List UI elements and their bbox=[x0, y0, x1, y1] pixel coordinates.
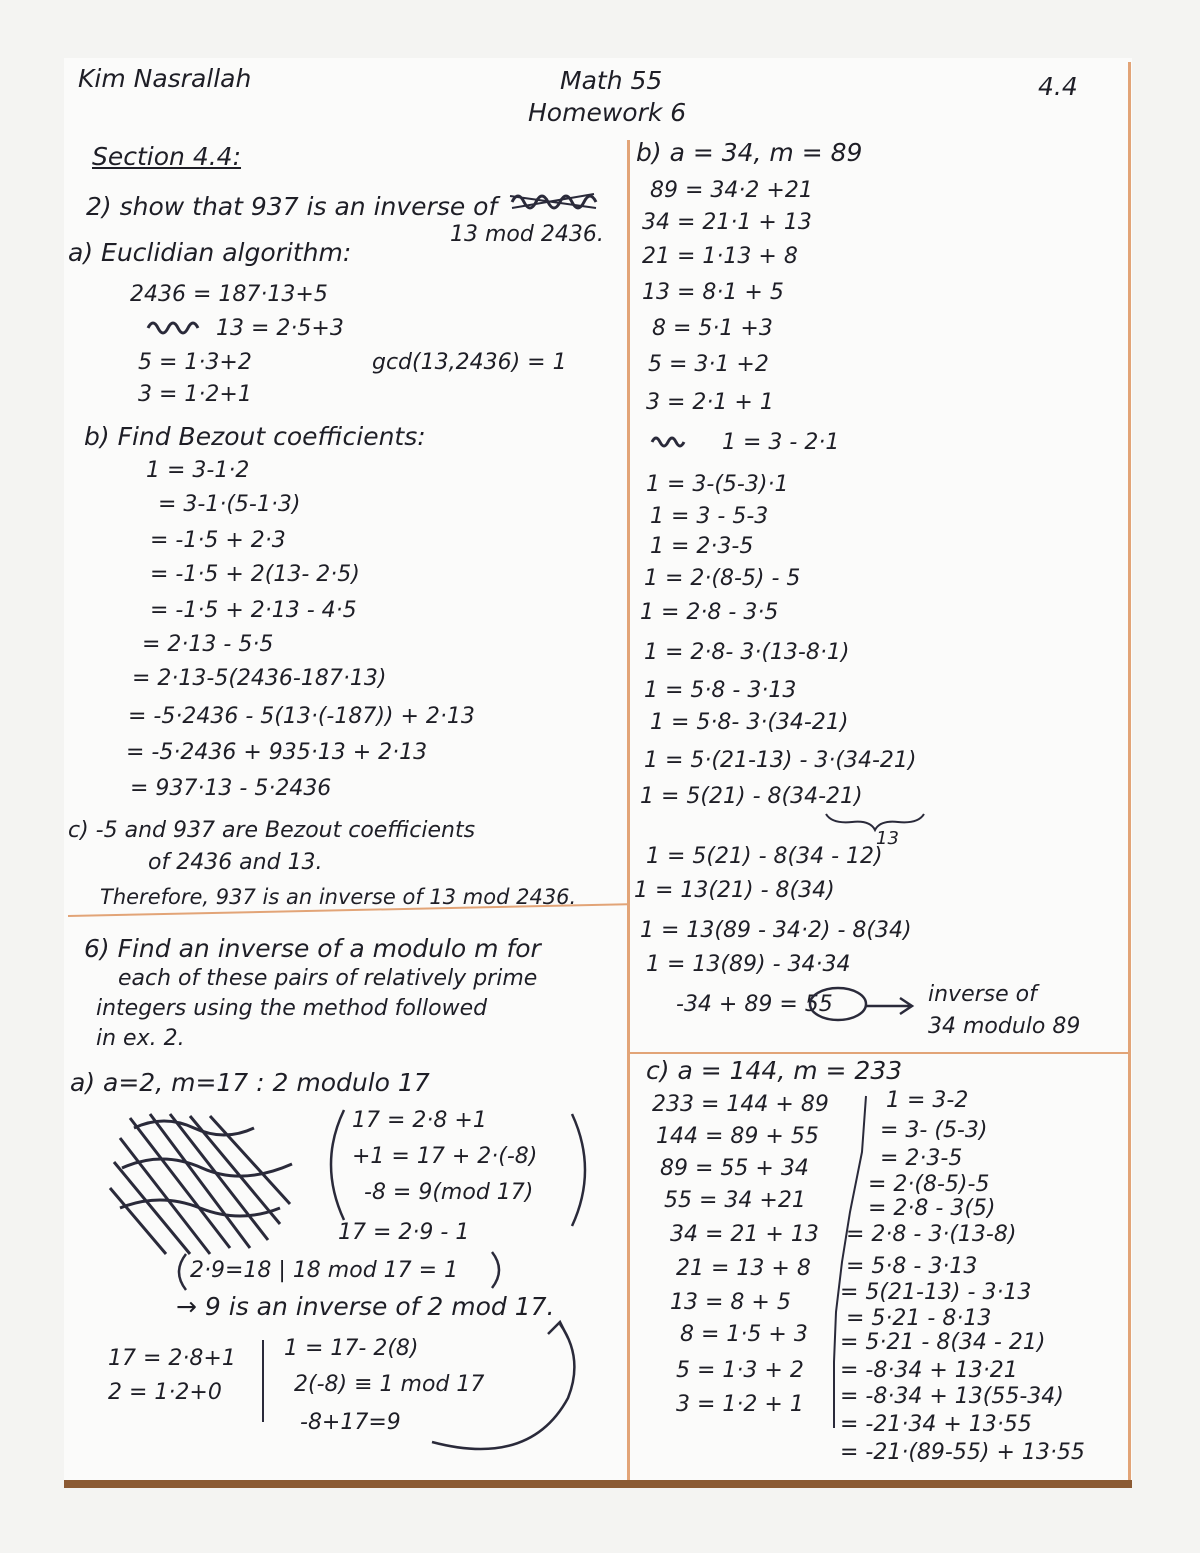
euclid-line: 21 = 13 + 8 bbox=[676, 1256, 811, 1281]
back-sub-line: 1 = 5·8- 3·(34-21) bbox=[650, 710, 849, 735]
back-sub-line: 1 = 5·(21-13) - 3·(34-21) bbox=[644, 748, 917, 773]
paren-line: 17 = 2·8 +1 bbox=[352, 1108, 487, 1133]
euclid-line: 5 = 3·1 +2 bbox=[648, 352, 769, 377]
euclid-line: 5 = 1·3+2 bbox=[138, 350, 252, 375]
result-note: inverse of bbox=[928, 982, 1037, 1007]
bracket-left bbox=[172, 1252, 190, 1292]
back-sub-line: = -21·34 + 13·55 bbox=[840, 1412, 1032, 1437]
back-sub-line: 1 = 5·8 - 3·13 bbox=[644, 678, 797, 703]
circle-highlight bbox=[806, 984, 916, 1024]
back-sub-line: 1 = 13(89 - 34·2) - 8(34) bbox=[640, 918, 912, 943]
student-name: Kim Nasrallah bbox=[78, 64, 252, 93]
euclid-line: 13 = 8·1 + 5 bbox=[642, 280, 784, 305]
problem-2-statement: 2) show that 937 is an inverse of bbox=[86, 192, 498, 221]
back-sub-line: 1 = 2·(8-5) - 5 bbox=[644, 566, 801, 591]
euclid-line: 34 = 21 + 13 bbox=[670, 1222, 819, 1247]
back-sub-line: 2(-8) ≡ 1 mod 17 bbox=[294, 1372, 485, 1397]
back-sub-line: = 3- (5-3) bbox=[880, 1118, 988, 1143]
bezout-line: = -1·5 + 2(13- 2·5) bbox=[150, 562, 360, 587]
back-sub-line: 1 = 17- 2(8) bbox=[284, 1336, 419, 1361]
brace-icon bbox=[822, 810, 928, 832]
scribble-icon bbox=[146, 316, 200, 338]
result-note: 34 modulo 89 bbox=[928, 1014, 1081, 1039]
curved-arrow-icon bbox=[420, 1318, 590, 1458]
back-sub-line: = -21·(89-55) + 13·55 bbox=[840, 1440, 1085, 1465]
bezout-line: 1 = 3-1·2 bbox=[146, 458, 250, 483]
page-bottom-edge bbox=[64, 1480, 1132, 1488]
back-sub-line: 1 = 2·3-5 bbox=[650, 534, 754, 559]
euclid-line: 8 = 1·5 + 3 bbox=[680, 1322, 808, 1347]
bezout-line: = -5·2436 - 5(13·(-187)) + 2·13 bbox=[128, 704, 475, 729]
euclid-line: 13 = 8 + 5 bbox=[670, 1290, 791, 1315]
euclid-line: 144 = 89 + 55 bbox=[656, 1124, 819, 1149]
bezout-line: = 2·13 - 5·5 bbox=[142, 632, 274, 657]
back-sub-line: = 5·21 - 8(34 - 21) bbox=[840, 1330, 1046, 1355]
inverse-conclusion: → 9 is an inverse of 2 mod 17. bbox=[176, 1292, 555, 1321]
back-sub-line: -8+17=9 bbox=[300, 1410, 401, 1435]
back-sub-line: 1 = 3 - 5-3 bbox=[650, 504, 769, 529]
problem-6-statement: in ex. 2. bbox=[96, 1026, 185, 1051]
crossed-out-work bbox=[100, 1108, 320, 1258]
back-sub-line: 1 = 2·8 - 3·5 bbox=[640, 600, 779, 625]
euclid-line: 2436 = 187·13+5 bbox=[130, 282, 328, 307]
part-c-conclusion: Therefore, 937 is an inverse of 13 mod 2436. bbox=[100, 885, 577, 909]
euclid-line: 89 = 55 + 34 bbox=[660, 1156, 809, 1181]
back-sub-line: = 2·(8-5)-5 bbox=[868, 1172, 990, 1197]
back-sub-line: 1 = 3 - 2·1 bbox=[722, 430, 840, 455]
part-6a-title: a) a=2, m=17 : 2 modulo 17 bbox=[70, 1068, 430, 1097]
back-sub-line: = 2·3-5 bbox=[880, 1146, 963, 1171]
euclid-line: 3 = 1·2 + 1 bbox=[676, 1392, 804, 1417]
paren-line: +1 = 17 + 2·(-8) bbox=[352, 1144, 538, 1169]
euclid-line: 89 = 34·2 +21 bbox=[650, 178, 813, 203]
bezout-line: = 2·13-5(2436-187·13) bbox=[132, 666, 387, 691]
back-sub-line: = 5·21 - 8·13 bbox=[846, 1306, 992, 1331]
gcd-result: gcd(13,2436) = 1 bbox=[372, 350, 567, 375]
back-sub-line: = 5(21-13) - 3·13 bbox=[840, 1280, 1032, 1305]
bezout-line: = -1·5 + 2·13 - 4·5 bbox=[150, 598, 357, 623]
scribble-icon bbox=[650, 432, 690, 450]
euclid-line: 17 = 2·8+1 bbox=[108, 1346, 236, 1371]
euclid-line: 8 = 5·1 +3 bbox=[652, 316, 773, 341]
back-sub-line: 1 = 3-2 bbox=[886, 1088, 969, 1113]
euclid-line: 233 = 144 + 89 bbox=[652, 1092, 829, 1117]
center-divider-line bbox=[627, 140, 630, 1480]
euclid-line: 5 = 1·3 + 2 bbox=[676, 1358, 804, 1383]
final-result: -34 + 89 = 55 bbox=[676, 992, 833, 1017]
inverse-check: 17 = 2·9 - 1 bbox=[338, 1220, 470, 1245]
problem-6-statement: integers using the method followed bbox=[96, 996, 488, 1021]
part-c-title: c) a = 144, m = 233 bbox=[646, 1056, 903, 1085]
part-b-title: b) Find Bezout coefficients: bbox=[84, 422, 426, 451]
part-a-title: a) Euclidian algorithm: bbox=[68, 238, 352, 267]
euclid-line: 34 = 21·1 + 13 bbox=[642, 210, 812, 235]
back-sub-line: 1 = 3-(5-3)·1 bbox=[646, 472, 789, 497]
paren-right bbox=[568, 1110, 598, 1230]
back-sub-line: 1 = 5(21) - 8(34 - 12) bbox=[646, 844, 883, 869]
part-b-title: b) a = 34, m = 89 bbox=[636, 138, 863, 167]
paren-line: -8 = 9(mod 17) bbox=[364, 1180, 534, 1205]
part-c-line: c) -5 and 937 are Bezout coefficients bbox=[68, 818, 476, 843]
back-sub-line: = 2·8 - 3(5) bbox=[868, 1196, 996, 1221]
back-sub-line: 1 = 2·8- 3·(13-8·1) bbox=[644, 640, 850, 665]
bezout-line: = -1·5 + 2·3 bbox=[150, 528, 286, 553]
vertical-separator bbox=[262, 1340, 264, 1422]
bracket-right bbox=[488, 1250, 506, 1290]
section-heading: Section 4.4: bbox=[92, 142, 242, 171]
euclid-line: 55 = 34 +21 bbox=[664, 1188, 806, 1213]
annotation-13: 13 bbox=[876, 828, 899, 849]
euclid-line: 2 = 1·2+0 bbox=[108, 1380, 222, 1405]
back-sub-line: = -8·34 + 13(55-34) bbox=[840, 1384, 1064, 1409]
bezout-line: = 3-1·(5-1·3) bbox=[158, 492, 301, 517]
back-sub-line: 1 = 13(21) - 8(34) bbox=[634, 878, 835, 903]
back-sub-line: = 5·8 - 3·13 bbox=[846, 1254, 978, 1279]
right-margin-line bbox=[1128, 62, 1131, 1480]
back-sub-line: 1 = 13(89) - 34·34 bbox=[646, 952, 851, 977]
scribble-icon bbox=[508, 188, 600, 214]
euclid-line: 21 = 1·13 + 8 bbox=[642, 244, 798, 269]
bezout-line: = -5·2436 + 935·13 + 2·13 bbox=[126, 740, 428, 765]
inverse-check: 2·9=18 | 18 mod 17 = 1 bbox=[190, 1258, 459, 1283]
right-section-divider bbox=[630, 1052, 1128, 1054]
euclid-line: 13 = 2·5+3 bbox=[216, 316, 344, 341]
back-sub-line: = -8·34 + 13·21 bbox=[840, 1358, 1018, 1383]
assignment-title: Homework 6 bbox=[528, 98, 687, 127]
back-sub-line: 1 = 5(21) - 8(34-21) bbox=[640, 784, 863, 809]
problem-6-statement: 6) Find an inverse of a modulo m for bbox=[84, 934, 541, 963]
bezout-line: = 937·13 - 5·2436 bbox=[130, 776, 332, 801]
problem-6-statement: each of these pairs of relatively prime bbox=[118, 966, 538, 991]
euclid-line: 3 = 1·2+1 bbox=[138, 382, 252, 407]
course-title: Math 55 bbox=[560, 66, 663, 95]
back-sub-line: = 2·8 - 3·(13-8) bbox=[846, 1222, 1017, 1247]
euclid-line: 3 = 2·1 + 1 bbox=[646, 390, 774, 415]
problem-2-modulus: 13 mod 2436. bbox=[450, 222, 604, 247]
paren-left bbox=[318, 1106, 348, 1224]
page-number: 4.4 bbox=[1038, 72, 1078, 101]
part-c-line: of 2436 and 13. bbox=[148, 850, 323, 875]
